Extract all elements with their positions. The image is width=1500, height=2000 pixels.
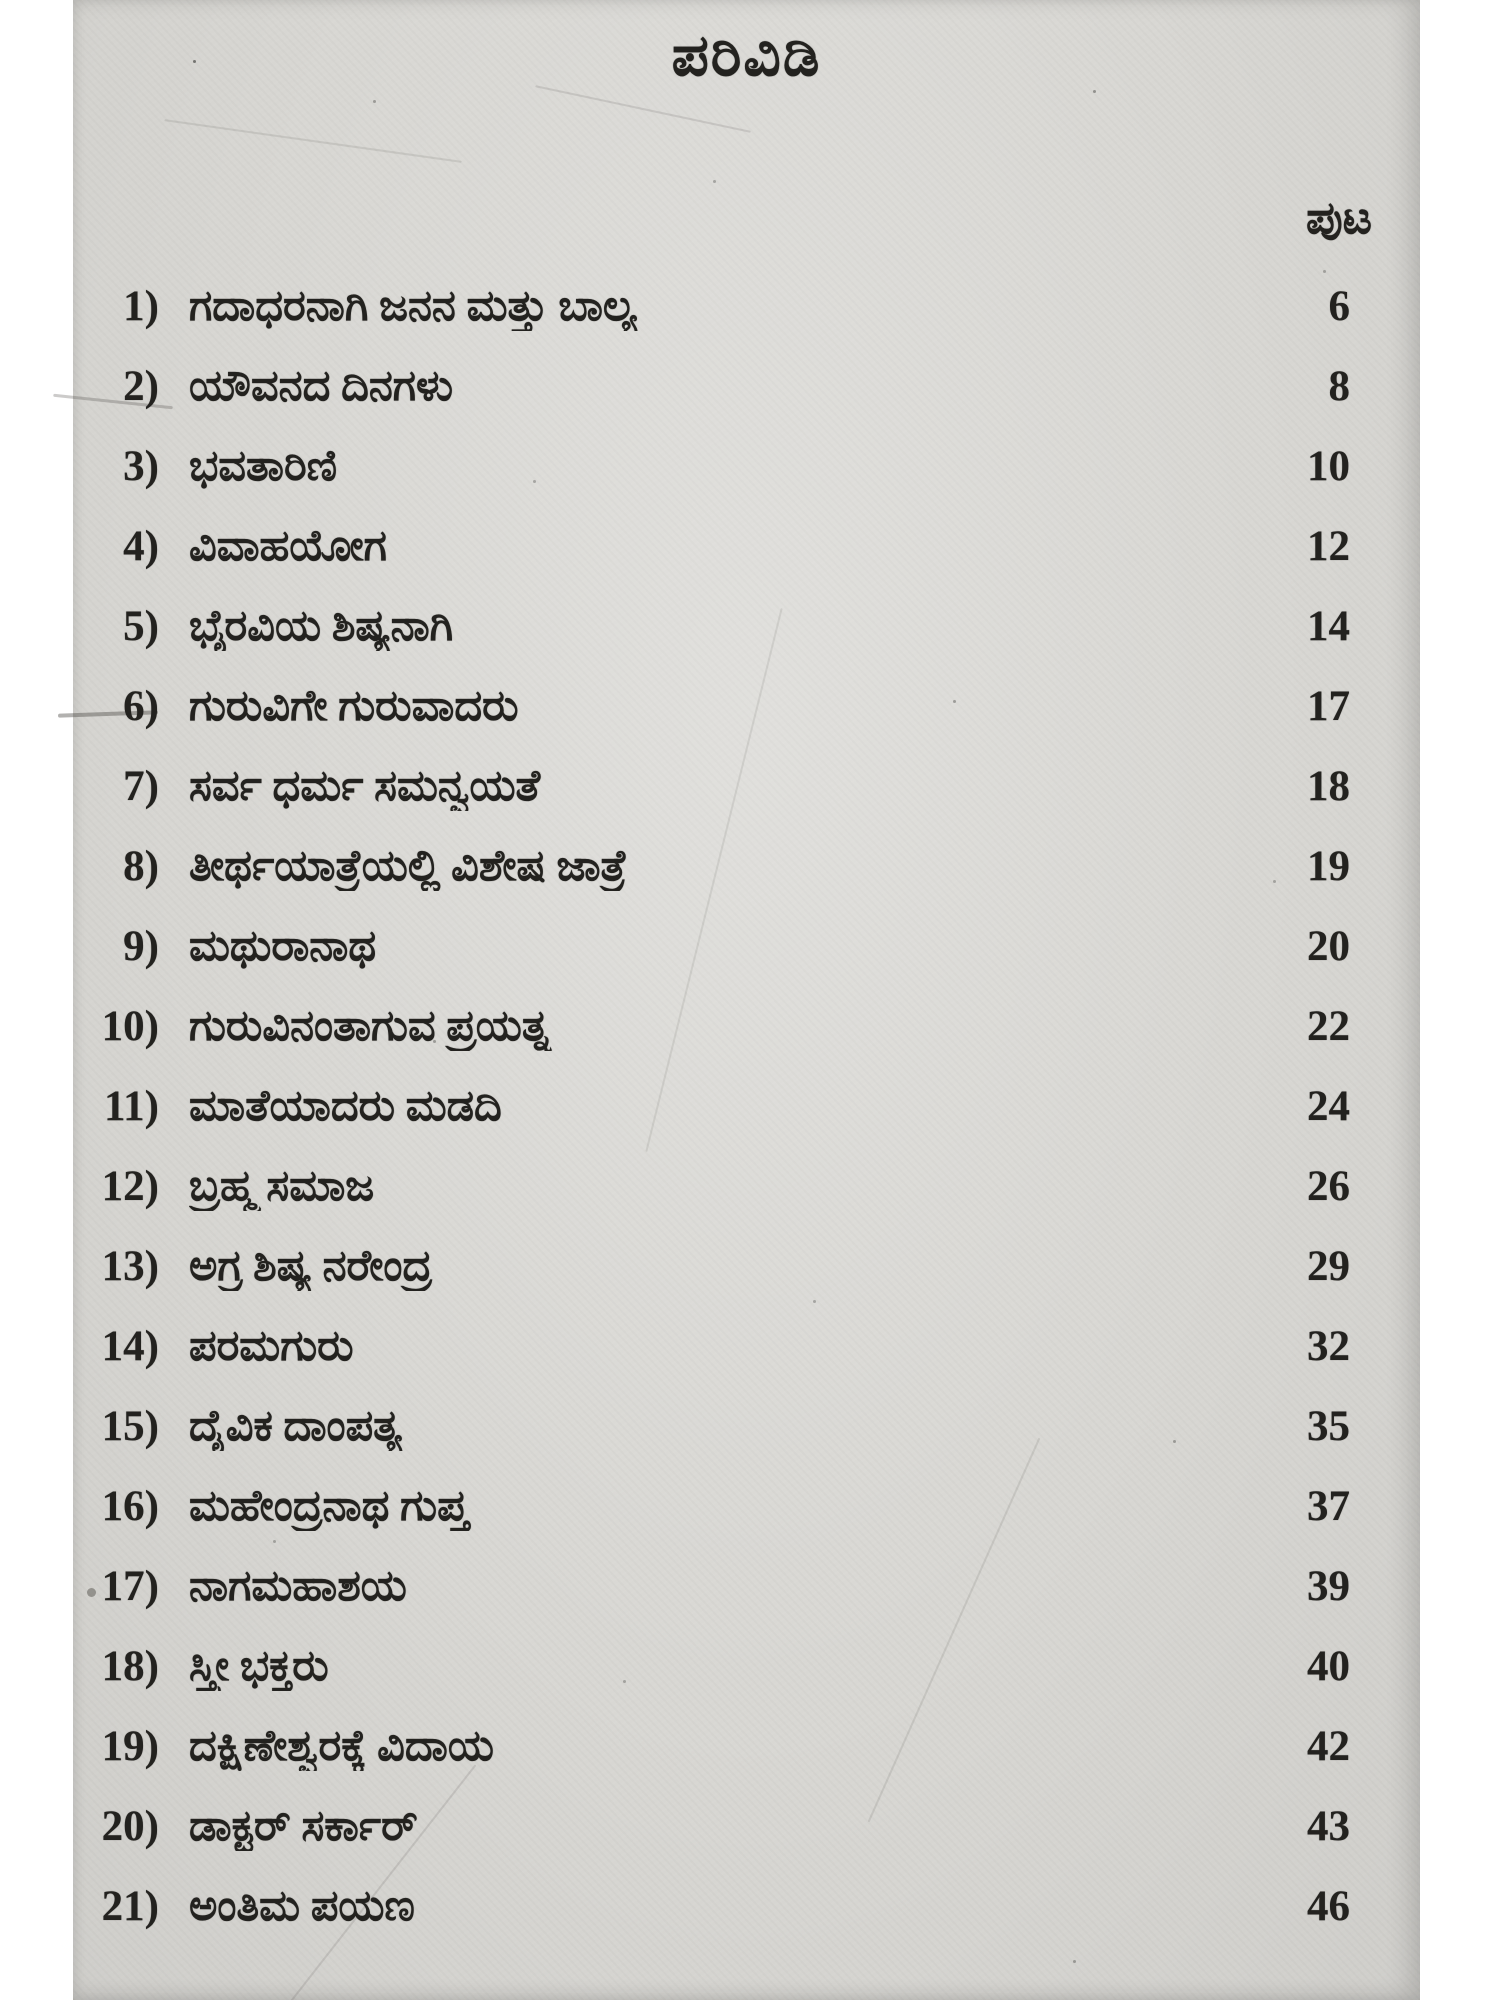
entry-number: 14) [101,1323,159,1370]
entry-title: ಅಗ್ರ ಶಿಷ್ಯ ನರೇಂದ್ರ [189,1243,433,1290]
entry-number: 13) [101,1243,159,1290]
toc-row [73,1642,1420,1722]
toc-row [73,1162,1420,1242]
toc-row [73,1002,1420,1082]
entry-page-number: 8 [1328,363,1350,410]
paper-sheet [73,0,1420,2000]
toc-row [73,1802,1420,1882]
entry-page-number: 6 [1328,283,1350,330]
entry-number: 19) [101,1723,159,1770]
entry-title: ಯೌವನದ ದಿನಗಳು [189,363,454,410]
toc-row [73,1882,1420,1962]
entry-number: 3) [123,443,159,490]
page-number-column-header: ಪುಟ [1305,193,1372,243]
entry-title: ಗುರುವಿಗೇ ಗುರುವಾದರು [189,683,519,730]
entry-number: 15) [101,1403,159,1450]
entry-title: ಮಾತೆಯಾದರು ಮಡದಿ [189,1083,502,1130]
entry-page-number: 42 [1307,1723,1350,1770]
entry-title: ಮಥುರಾನಾಥ [189,923,377,970]
entry-page-number: 22 [1307,1003,1350,1050]
entry-number: 2) [123,363,159,410]
toc-row [73,682,1420,762]
entry-page-number: 10 [1307,443,1350,490]
entry-page-number: 39 [1307,1563,1350,1610]
entry-page-number: 29 [1307,1243,1350,1290]
entry-number: 6) [123,683,159,730]
entry-page-number: 35 [1307,1403,1350,1450]
entry-title: ಗದಾಧರನಾಗಿ ಜನನ ಮತ್ತು ಬಾಲ್ಯ [189,283,637,330]
entry-number: 4) [123,523,159,570]
entry-page-number: 24 [1307,1083,1350,1130]
toc-row [73,762,1420,842]
entry-title: ದೈವಿಕ ದಾಂಪತ್ಯ [189,1403,402,1450]
entry-number: 1) [123,283,159,330]
entry-page-number: 12 [1307,523,1350,570]
toc-row [73,1562,1420,1642]
toc-row [73,602,1420,682]
entry-page-number: 20 [1307,923,1350,970]
toc-row [73,842,1420,922]
entry-page-number: 26 [1307,1163,1350,1210]
entry-title: ಪರಮಗುರು [189,1323,354,1370]
entry-page-number: 18 [1307,763,1350,810]
entry-page-number: 37 [1307,1483,1350,1530]
entry-number: 16) [101,1483,159,1530]
entry-page-number: 19 [1307,843,1350,890]
page-title: ಪರಿವಿಡಿ [671,23,822,88]
entry-number: 18) [101,1643,159,1690]
entry-number: 20) [101,1803,159,1850]
toc-row [73,522,1420,602]
toc-row [73,282,1420,362]
entry-page-number: 40 [1307,1643,1350,1690]
entry-title: ಸರ್ವ ಧರ್ಮ ಸಮನ್ವಯತೆ [189,763,541,810]
entry-number: 5) [123,603,159,650]
entry-title: ಗುರುವಿನಂತಾಗುವ ಪ್ರಯತ್ನ [189,1003,551,1050]
toc-row [73,1322,1420,1402]
scan-scratch [164,119,461,163]
toc-row [73,362,1420,442]
entry-number: 21) [101,1883,159,1930]
toc-list [73,282,1420,1962]
entry-page-number: 46 [1307,1883,1350,1930]
entry-title: ಅಂತಿಮ ಪಯಣ [189,1883,415,1930]
entry-page-number: 32 [1307,1323,1350,1370]
entry-title: ಡಾಕ್ಟರ್ ಸರ್ಕಾರ್ [189,1803,418,1850]
entry-title: ದಕ್ಷಿಣೇಶ್ವರಕ್ಕೆ ವಿದಾಯ [189,1723,494,1770]
entry-title: ಸ್ತ್ರೀ ಭಕ್ತರು [189,1643,329,1690]
entry-number: 10) [101,1003,159,1050]
entry-title: ನಾಗಮಹಾಶಯ [189,1563,407,1610]
entry-page-number: 14 [1307,603,1350,650]
toc-row [73,922,1420,1002]
entry-number: 11) [104,1083,159,1130]
entry-page-number: 43 [1307,1803,1350,1850]
toc-row [73,1402,1420,1482]
toc-row [73,1722,1420,1802]
entry-title: ಬ್ರಹ್ಮ ಸಮಾಜ [189,1163,375,1210]
entry-title: ಭೈರವಿಯ ಶಿಷ್ಯನಾಗಿ [189,603,454,650]
entry-title: ಭವತಾರಿಣಿ [189,443,338,490]
entry-number: 17) [101,1563,159,1610]
scan-scratch [535,85,751,133]
entry-number: 7) [123,763,159,810]
entry-number: 8) [123,843,159,890]
entry-number: 12) [101,1163,159,1210]
entry-title: ವಿವಾಹಯೋಗ [189,523,387,570]
entry-page-number: 17 [1307,683,1350,730]
toc-row [73,1482,1420,1562]
entry-title: ಮಹೇಂದ್ರನಾಥ ಗುಪ್ತ [189,1483,469,1530]
toc-row [73,442,1420,522]
entry-title: ತೀರ್ಥಯಾತ್ರೆಯಲ್ಲಿ ವಿಶೇಷ ಜಾತ್ರೆ [189,843,627,890]
entry-number: 9) [123,923,159,970]
toc-row [73,1242,1420,1322]
toc-row [73,1082,1420,1162]
